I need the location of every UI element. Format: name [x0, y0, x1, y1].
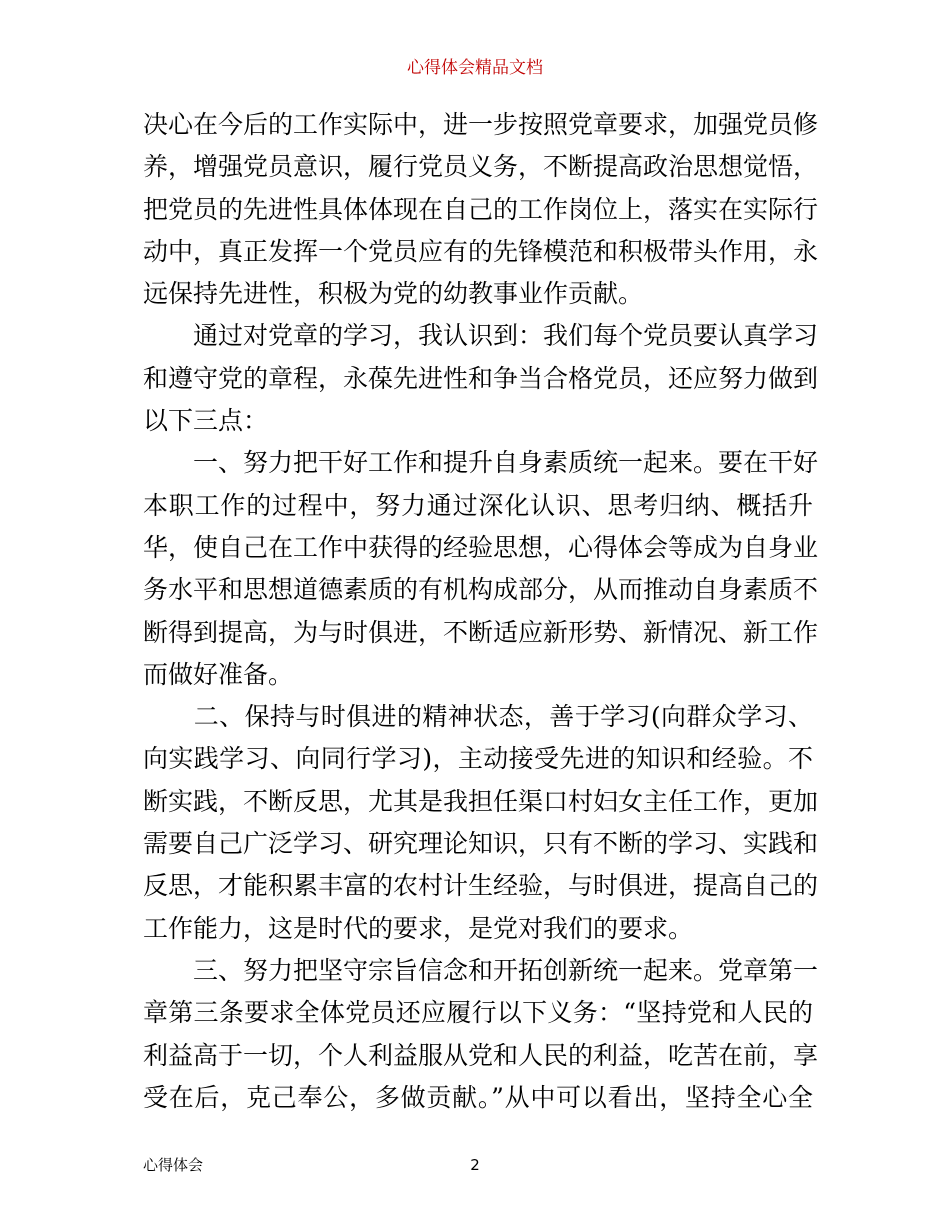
- paragraph: [143, 442, 819, 696]
- text-line: 利益高于一切，个人利益服从党和人民的利益，吃苦在前，享: [143, 1040, 819, 1070]
- text-line: 反思，才能积累丰富的农村计生经验，与时俱进，提高自己的: [143, 871, 819, 901]
- text-line: 本职工作的过程中，努力通过深化认识、思考归纳、概括升: [143, 490, 813, 520]
- text-line: 向实践学习、向同行学习)，主动接受先进的知识和经验。不: [143, 744, 813, 774]
- page-header-title: 心得体会精品文档: [407, 58, 543, 78]
- paragraph: [143, 696, 819, 950]
- text-line: 而做好准备。: [143, 659, 294, 689]
- text-line: 工作能力，这是时代的要求，是党对我们的要求。: [143, 913, 694, 943]
- paragraph: [143, 315, 819, 442]
- text-line: 通过对党章的学习，我认识到：我们每个党员要认真学习: [143, 321, 819, 351]
- text-line: 把党员的先进性具体体现在自己的工作岗位上，落实在实际行: [143, 194, 819, 224]
- text-line: 和遵守党的章程，永葆先进性和争当合格党员，还应努力做到: [143, 363, 819, 393]
- paragraph: [143, 950, 819, 1119]
- text-line: 以下三点：: [143, 406, 269, 436]
- text-line: 断得到提高，为与时俱进，不断适应新形势、新情况、新工作: [143, 617, 819, 647]
- text-line: 一、努力把干好工作和提升自身素质统一起来。要在干好: [143, 448, 819, 478]
- text-line: 三、努力把坚守宗旨信念和开拓创新统一起来。党章第一: [143, 955, 819, 985]
- page-number: 2: [470, 1156, 480, 1174]
- text-line: 章第三条要求全体党员还应履行以下义务：“坚持党和人民的: [143, 998, 813, 1028]
- document-body: [143, 104, 819, 1119]
- text-line: 养，增强党员意识，履行党员义务，不断提高政治思想觉悟，: [143, 152, 819, 182]
- text-line: 远保持先进性，积极为党的幼教事业作贡献。: [143, 279, 644, 309]
- footer-label: 心得体会: [143, 1156, 204, 1174]
- text-line: 需要自己广泛学习、研究理论知识，只有不断的学习、实践和: [143, 829, 819, 859]
- text-line: 二、保持与时俱进的精神状态，善于学习(向群众学习、: [143, 702, 813, 732]
- text-line: 断实践，不断反思，尤其是我担任渠口村妇女主任工作，更加: [143, 786, 819, 816]
- text-line: 华，使自己在工作中获得的经验思想，心得体会等成为自身业: [143, 532, 819, 562]
- text-line: 务水平和思想道德素质的有机构成部分，从而推动自身素质不: [143, 575, 819, 605]
- text-line: 受在后，克己奉公，多做贡献。”从中可以看出，坚持全心全: [143, 1082, 813, 1112]
- text-line: 决心在今后的工作实际中，进一步按照党章要求，加强党员修: [143, 110, 819, 139]
- text-line: 动中，真正发挥一个党员应有的先锋模范和积极带头作用，永: [143, 236, 819, 266]
- paragraph: [143, 104, 819, 315]
